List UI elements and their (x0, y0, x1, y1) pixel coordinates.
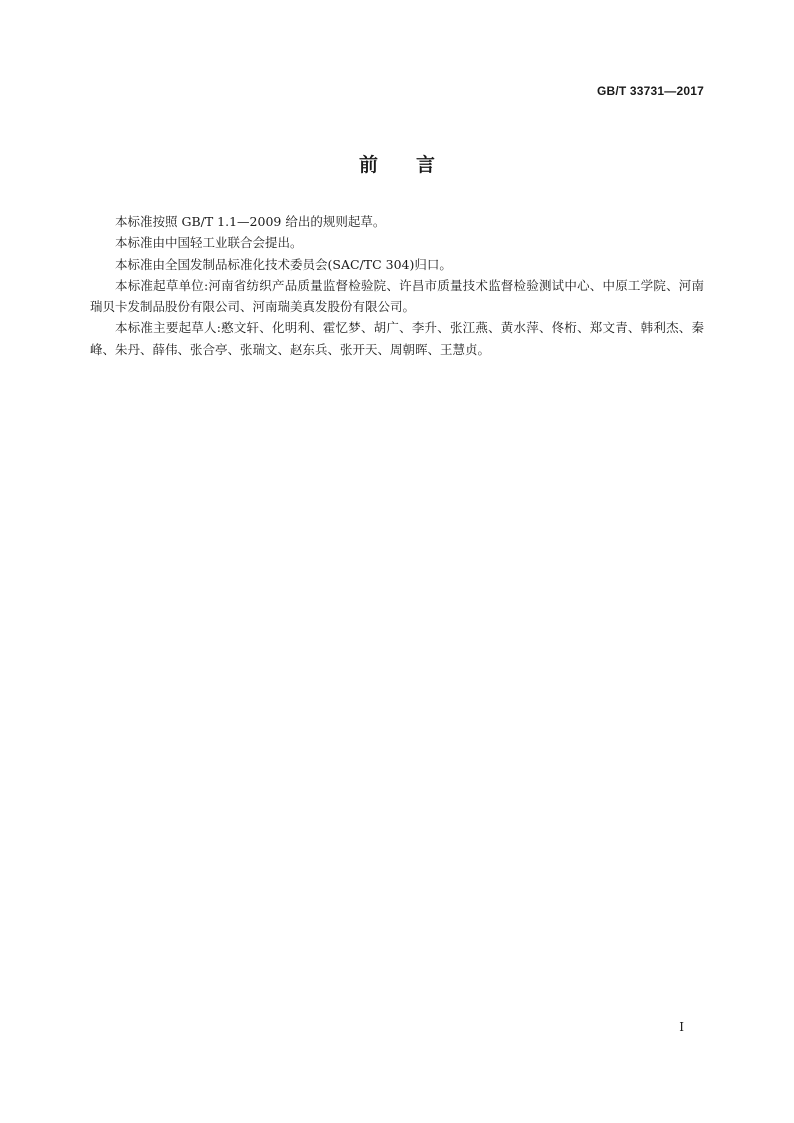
paragraph-drafting-units: 本标准起草单位:河南省纺织产品质量监督检验院、许昌市质量技术监督检验测试中心、中原工学院、河南瑞贝卡发制品股份有限公司、河南瑞美真发股份有限公司。 (90, 277, 704, 315)
paragraph-drafting-rules: 本标准按照 GB/T 1.1—2009 给出的规则起草。 (115, 214, 386, 229)
paragraph-committee: 本标准由全国发制品标准化技术委员会(SAC/TC 304)归口。 (115, 256, 452, 272)
standard-code: GB/T 33731—2017 (596, 84, 704, 98)
foreword-body (90, 211, 704, 360)
paragraph-proposer: 本标准由中国轻工业联合会提出。 (115, 235, 303, 251)
page-number: I (679, 1020, 684, 1034)
paragraph-drafters: 本标准主要起草人:憨文轩、化明利、霍忆梦、胡广、李升、张江燕、黄水萍、佟桁、郑文青、韩利杰、秦峰、朱丹、薛伟、张合亭、张瑞文、赵东兵、张开天、周朝晖、王慧贞。 (90, 320, 704, 357)
page-title: 前言 (358, 154, 473, 176)
